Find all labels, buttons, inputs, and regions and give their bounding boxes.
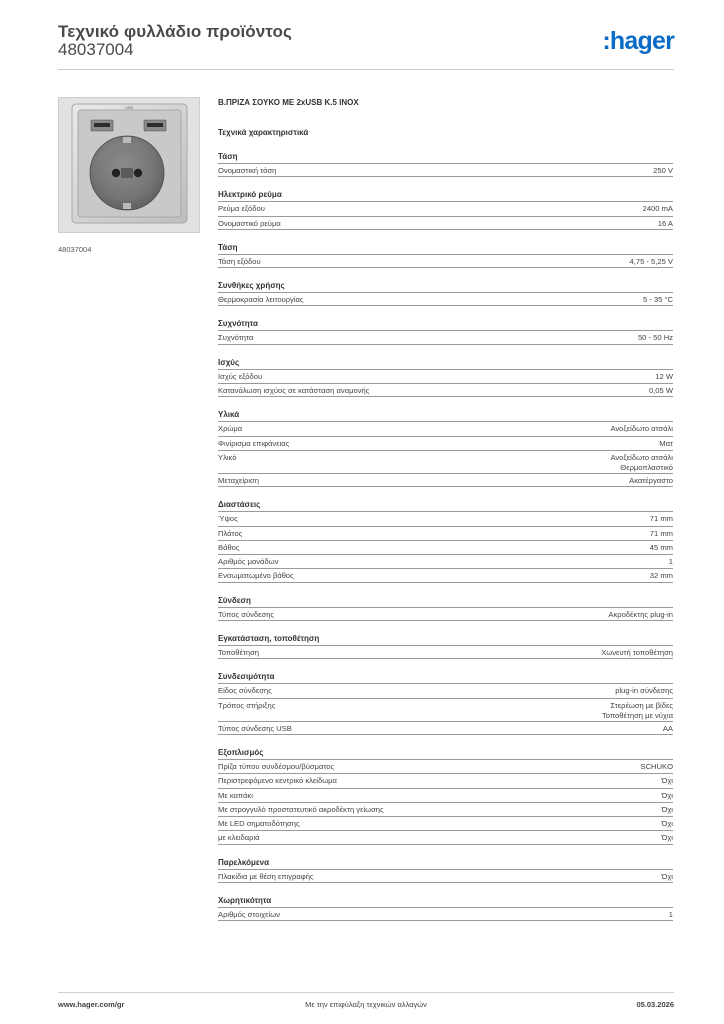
- page-footer: [58, 992, 674, 1008]
- spec-value: Χωνευτή τοποθέτηση: [601, 648, 673, 658]
- spec-value: 50 - 50 Hz: [637, 333, 673, 343]
- spec-row: [218, 473, 673, 487]
- spec-section: [218, 747, 673, 845]
- spec-label: Τάση εξόδου: [218, 256, 261, 266]
- spec-row: [218, 759, 673, 773]
- spec-value: 12 W: [655, 371, 673, 381]
- spec-sections: [218, 151, 673, 921]
- spec-value: Όχι: [661, 833, 673, 843]
- spec-label: Αριθμός μονάδων: [218, 557, 279, 567]
- spec-value: Όχι: [661, 804, 673, 814]
- spec-row: [218, 383, 673, 397]
- document-code: 48037004: [58, 40, 134, 59]
- spec-label: Συχνότητα: [218, 333, 254, 343]
- section-title: Εξοπλισμός: [218, 747, 264, 757]
- spec-row: [218, 450, 673, 473]
- spec-value: Όχι: [661, 871, 673, 881]
- spec-value: Ματ: [659, 438, 673, 448]
- section-title: Τάση: [218, 152, 238, 161]
- spec-label: Τοποθέτηση: [218, 648, 260, 658]
- spec-label: Ισχύς εξόδου: [218, 371, 263, 381]
- spec-value: 1: [668, 557, 673, 567]
- spec-section: [218, 409, 673, 487]
- spec-section: [218, 318, 673, 344]
- spec-value: 32 mm: [649, 571, 673, 581]
- spec-row: [218, 511, 673, 525]
- spec-label: Πλάτος: [218, 528, 243, 538]
- spec-row: [218, 163, 673, 177]
- specs-subtitle: Τεχνικά χαρακτηριστικά: [218, 128, 309, 137]
- spec-section: [218, 671, 673, 735]
- spec-row: [218, 907, 673, 921]
- spec-row: [218, 201, 673, 215]
- product-title: Β.ΠΡΙΖΑ ΣΟΥΚΟ ΜΕ 2xUSB K.5 INOX: [218, 98, 359, 107]
- section-title: Διαστάσεις: [218, 500, 261, 510]
- spec-row: [218, 698, 673, 721]
- spec-section: [218, 595, 673, 621]
- spec-row: [218, 369, 673, 383]
- footer-date: 05.03.2026: [636, 1000, 674, 1009]
- spec-value: SCHUKO: [640, 761, 673, 771]
- spec-label: Ονομαστικό ρεύμα: [218, 218, 281, 228]
- spec-label: Με καπάκι: [218, 790, 253, 800]
- spec-label: με κλειδαριά: [218, 833, 260, 843]
- spec-row: [218, 645, 673, 659]
- spec-section: [218, 857, 673, 883]
- spec-value: Ανοξείδωτο ατσάλι Θερμοπλαστικό: [610, 452, 673, 472]
- spec-value: 71 mm: [649, 528, 673, 538]
- document-title: Τεχνικό φυλλάδιο προϊόντος: [58, 22, 292, 41]
- spec-row: [218, 421, 673, 435]
- spec-row: [218, 788, 673, 802]
- spec-value: Όχι: [661, 819, 673, 829]
- spec-value: 71 mm: [649, 514, 673, 524]
- spec-row: [218, 773, 673, 787]
- spec-label: Περιστρεφόμενο κεντρικό κλείδωμα: [218, 776, 337, 786]
- page-header: [58, 22, 674, 70]
- product-image: [58, 97, 200, 233]
- spec-value: 1: [668, 910, 673, 920]
- spec-label: Είδος σύνδεσης: [218, 686, 272, 696]
- spec-row: [218, 436, 673, 450]
- section-title: Τάση: [218, 242, 238, 252]
- spec-section: [218, 189, 673, 230]
- usb-label-text: USB: [124, 105, 134, 110]
- section-title: Συνδεσιμότητα: [218, 672, 275, 682]
- spec-label: Βάθος: [218, 542, 240, 552]
- spec-value: Όχι: [661, 790, 673, 800]
- spec-row: [218, 540, 673, 554]
- spec-label: Υλικό: [218, 452, 237, 462]
- section-title: Σύνδεση: [218, 595, 251, 605]
- spec-section: [218, 357, 673, 398]
- spec-value: 45 mm: [649, 542, 673, 552]
- footer-notice: Με την επιφύλαξη τεχνικών αλλαγών: [305, 1000, 427, 1009]
- spec-value: Στερέωση με βίδες Τοποθέτηση με νύχια: [601, 700, 673, 720]
- spec-label: Αριθμός στοιχείων: [218, 910, 280, 920]
- spec-value: Ακροδέκτης plug-in: [608, 609, 673, 619]
- spec-value: 0,05 W: [648, 386, 673, 396]
- spec-label: Τύπος σύνδεσης USB: [218, 723, 292, 733]
- product-image-code: 48037004: [58, 245, 92, 254]
- spec-value: 5 - 35 °C: [642, 295, 673, 305]
- spec-row: [218, 721, 673, 735]
- spec-label: Ρεύμα εξόδου: [218, 204, 265, 214]
- spec-label: Πρίζα τύπου συνδέσμου/βύσματος: [218, 761, 335, 771]
- spec-row: [218, 816, 673, 830]
- section-title: Συνθήκες χρήσης: [218, 281, 285, 291]
- spec-section: [218, 242, 673, 268]
- spec-label: Πλακίδια με θέση επιγραφής: [218, 871, 314, 881]
- spec-label: Ύψος: [218, 514, 238, 524]
- spec-value: Ακατέργαστο: [629, 475, 673, 485]
- spec-row: [218, 683, 673, 697]
- spec-value: plug-in σύνδεσης: [615, 686, 673, 696]
- spec-label: Ονομαστική τάση: [218, 166, 277, 175]
- spec-value: 4,75 - 5,25 V: [629, 256, 673, 266]
- section-title: Ισχύς: [218, 357, 240, 367]
- footer-website: www.hager.com/gr: [58, 1000, 125, 1009]
- section-title: Εγκατάσταση, τοποθέτηση: [218, 634, 320, 644]
- spec-label: Ενσωματωμένο βάθος: [218, 571, 294, 581]
- section-title: Συχνότητα: [218, 319, 258, 329]
- spec-value: Ανοξείδωτο ατσάλι: [610, 424, 673, 434]
- spec-row: [218, 554, 673, 568]
- spec-label: Χρώμα: [218, 424, 243, 434]
- section-title: Παρελκόμενα: [218, 857, 270, 867]
- spec-value: 2400 mA: [642, 204, 673, 214]
- spec-label: Με στρογγυλό προστατευτικό ακροδέκτη γείωσης: [218, 804, 384, 814]
- spec-row: [218, 568, 673, 582]
- section-title: Ηλεκτρικό ρεύμα: [218, 190, 282, 200]
- spec-section: [218, 151, 673, 177]
- spec-row: [218, 607, 673, 621]
- spec-value: 250 V: [653, 166, 673, 175]
- spec-value: 16 A: [657, 218, 673, 228]
- spec-label: Κατανάλωση ισχύος σε κατάσταση αναμονής: [218, 386, 370, 396]
- spec-row: [218, 869, 673, 883]
- product-specs: [218, 97, 673, 921]
- spec-row: [218, 830, 673, 844]
- spec-row: [218, 216, 673, 230]
- spec-label: Φινίρισμα επιφάνειας: [218, 438, 290, 448]
- spec-label: Μεταχείριση: [218, 475, 259, 485]
- spec-row: [218, 292, 673, 306]
- spec-label: Με LED σηματοδότησης: [218, 819, 300, 829]
- spec-row: [218, 526, 673, 540]
- spec-label: Τύπος σύνδεσης: [218, 609, 275, 619]
- socket-illustration: [59, 98, 199, 232]
- spec-section: [218, 280, 673, 306]
- spec-value: AA: [662, 723, 673, 733]
- spec-value: Όχι: [661, 776, 673, 786]
- spec-row: [218, 802, 673, 816]
- section-title: Υλικά: [218, 410, 240, 420]
- spec-row: [218, 254, 673, 268]
- spec-label: Τρόπος στήριξης: [218, 700, 276, 710]
- spec-section: [218, 499, 673, 582]
- spec-row: [218, 330, 673, 344]
- section-title: Χωρητικότητα: [218, 896, 272, 906]
- spec-label: Θερμοκρασία λειτουργίας: [218, 295, 304, 305]
- spec-section: [218, 633, 673, 659]
- hager-logo: :hager: [602, 27, 674, 55]
- spec-section: [218, 895, 673, 921]
